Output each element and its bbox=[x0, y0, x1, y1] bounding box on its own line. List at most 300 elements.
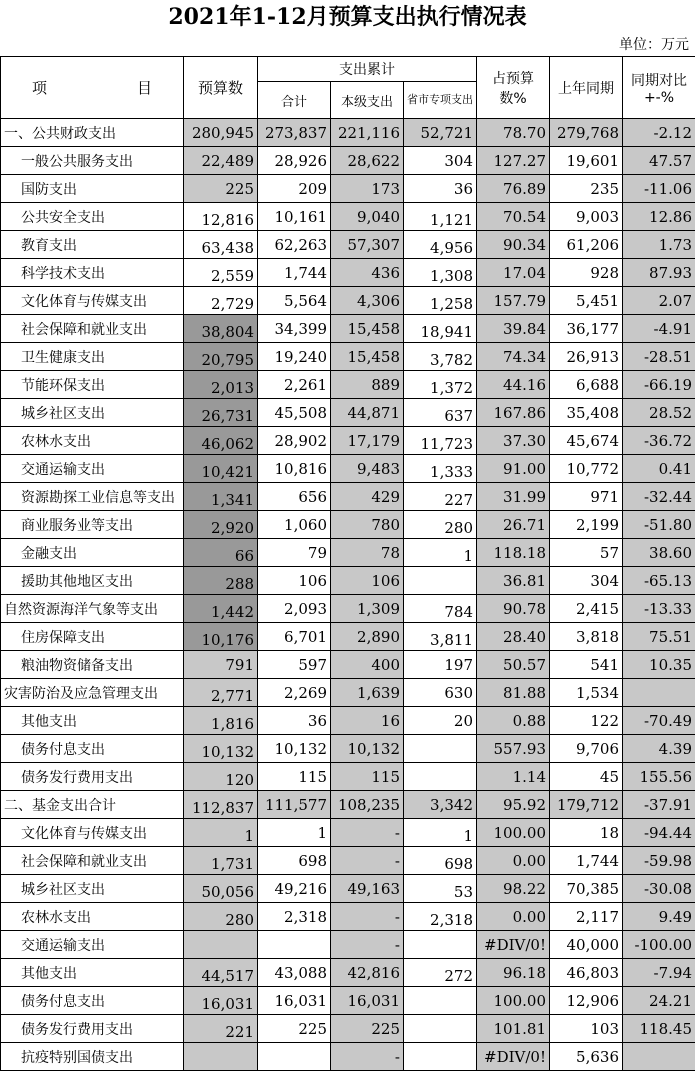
local-cell: 28,622 bbox=[331, 147, 404, 175]
total-cell: 10,132 bbox=[258, 735, 331, 763]
yoy-cell: 38.60 bbox=[623, 539, 695, 567]
budget-cell: 44,517 bbox=[184, 959, 258, 987]
total-cell bbox=[258, 931, 331, 959]
total-cell: 79 bbox=[258, 539, 331, 567]
table-row bbox=[1, 847, 695, 875]
budget-cell: 288 bbox=[184, 567, 258, 595]
yoy-cell: -36.72 bbox=[623, 427, 695, 455]
pct-cell: 17.04 bbox=[477, 259, 550, 287]
item-name-cell: 其他支出 bbox=[1, 959, 184, 987]
table-row bbox=[1, 651, 695, 679]
yoy-cell: -66.19 bbox=[623, 371, 695, 399]
last-year-cell: 235 bbox=[550, 175, 623, 203]
yoy-cell bbox=[623, 1043, 695, 1071]
local-cell: 44,871 bbox=[331, 399, 404, 427]
item-name-cell: 国防支出 bbox=[1, 175, 184, 203]
last-year-cell: 971 bbox=[550, 483, 623, 511]
pct-cell: 557.93 bbox=[477, 735, 550, 763]
item-name-cell: 一、公共财政支出 bbox=[1, 119, 184, 147]
pct-cell: #DIV/0! bbox=[477, 1043, 550, 1071]
budget-cell: 16,031 bbox=[184, 987, 258, 1015]
pct-cell: 101.81 bbox=[477, 1015, 550, 1043]
local-cell: 78 bbox=[331, 539, 404, 567]
total-cell: 115 bbox=[258, 763, 331, 791]
local-cell: - bbox=[331, 931, 404, 959]
table-row bbox=[1, 819, 695, 847]
last-year-cell: 1,744 bbox=[550, 847, 623, 875]
header-item: 项 目 bbox=[1, 57, 184, 119]
local-cell: 17,179 bbox=[331, 427, 404, 455]
item-name-cell: 社会保障和就业支出 bbox=[1, 847, 184, 875]
special-cell: 272 bbox=[404, 959, 477, 987]
last-year-cell: 279,768 bbox=[550, 119, 623, 147]
local-cell: 108,235 bbox=[331, 791, 404, 819]
table-row bbox=[1, 1015, 695, 1043]
local-cell: 9,483 bbox=[331, 455, 404, 483]
pct-cell: 39.84 bbox=[477, 315, 550, 343]
budget-cell: 46,062 bbox=[184, 427, 258, 455]
table-row bbox=[1, 903, 695, 931]
budget-cell: 10,176 bbox=[184, 623, 258, 651]
item-name-cell: 社会保障和就业支出 bbox=[1, 315, 184, 343]
pct-cell: 95.92 bbox=[477, 791, 550, 819]
total-cell: 28,902 bbox=[258, 427, 331, 455]
pct-cell: 36.81 bbox=[477, 567, 550, 595]
pct-cell: 74.34 bbox=[477, 343, 550, 371]
pct-cell: 157.79 bbox=[477, 287, 550, 315]
table-row bbox=[1, 959, 695, 987]
pct-cell: 81.88 bbox=[477, 679, 550, 707]
special-cell bbox=[404, 763, 477, 791]
total-cell: 1,744 bbox=[258, 259, 331, 287]
budget-cell: 1,731 bbox=[184, 847, 258, 875]
budget-cell: 2,771 bbox=[184, 679, 258, 707]
item-name-cell: 债务发行费用支出 bbox=[1, 763, 184, 791]
table-row bbox=[1, 231, 695, 259]
last-year-cell: 46,803 bbox=[550, 959, 623, 987]
total-cell: 6,701 bbox=[258, 623, 331, 651]
item-name-cell: 文化体育与传媒支出 bbox=[1, 287, 184, 315]
table-row bbox=[1, 455, 695, 483]
pct-cell: 100.00 bbox=[477, 987, 550, 1015]
local-cell: 173 bbox=[331, 175, 404, 203]
yoy-cell: 87.93 bbox=[623, 259, 695, 287]
yoy-cell: -51.80 bbox=[623, 511, 695, 539]
item-name-cell: 金融支出 bbox=[1, 539, 184, 567]
yoy-cell: -94.44 bbox=[623, 819, 695, 847]
yoy-cell: 118.45 bbox=[623, 1015, 695, 1043]
pct-cell: 37.30 bbox=[477, 427, 550, 455]
last-year-cell: 179,712 bbox=[550, 791, 623, 819]
budget-cell: 225 bbox=[184, 175, 258, 203]
total-cell: 34,399 bbox=[258, 315, 331, 343]
local-cell: 436 bbox=[331, 259, 404, 287]
table-row bbox=[1, 427, 695, 455]
last-year-cell: 304 bbox=[550, 567, 623, 595]
budget-cell: 10,132 bbox=[184, 735, 258, 763]
total-cell: 2,093 bbox=[258, 595, 331, 623]
table-body bbox=[1, 119, 695, 1071]
last-year-cell: 70,385 bbox=[550, 875, 623, 903]
header-last-year: 上年同期 bbox=[550, 57, 623, 119]
total-cell: 19,240 bbox=[258, 343, 331, 371]
local-cell: 10,132 bbox=[331, 735, 404, 763]
last-year-cell: 5,636 bbox=[550, 1043, 623, 1071]
budget-cell: 38,804 bbox=[184, 315, 258, 343]
table-row bbox=[1, 931, 695, 959]
total-cell: 36 bbox=[258, 707, 331, 735]
header-pct-budget: 占预算数% bbox=[477, 57, 550, 119]
special-cell: 197 bbox=[404, 651, 477, 679]
yoy-cell: -59.98 bbox=[623, 847, 695, 875]
item-name-cell: 卫生健康支出 bbox=[1, 343, 184, 371]
table-row bbox=[1, 763, 695, 791]
item-name-cell: 科学技术支出 bbox=[1, 259, 184, 287]
item-name-cell: 节能环保支出 bbox=[1, 371, 184, 399]
total-cell: 5,564 bbox=[258, 287, 331, 315]
total-cell: 10,816 bbox=[258, 455, 331, 483]
pct-cell: 1.14 bbox=[477, 763, 550, 791]
local-cell: - bbox=[331, 819, 404, 847]
yoy-cell bbox=[623, 679, 695, 707]
table-row bbox=[1, 567, 695, 595]
item-name-cell: 二、基金支出合计 bbox=[1, 791, 184, 819]
total-cell bbox=[258, 1043, 331, 1071]
table-row bbox=[1, 1043, 695, 1071]
yoy-cell: 10.35 bbox=[623, 651, 695, 679]
special-cell: 53 bbox=[404, 875, 477, 903]
yoy-cell: 9.49 bbox=[623, 903, 695, 931]
local-cell: 57,307 bbox=[331, 231, 404, 259]
item-name-cell: 抗疫特别国债支出 bbox=[1, 1043, 184, 1071]
last-year-cell: 36,177 bbox=[550, 315, 623, 343]
special-cell: 1 bbox=[404, 539, 477, 567]
local-cell: - bbox=[331, 903, 404, 931]
pct-cell: 28.40 bbox=[477, 623, 550, 651]
item-name-cell: 文化体育与传媒支出 bbox=[1, 819, 184, 847]
table-row bbox=[1, 259, 695, 287]
pct-cell: 44.16 bbox=[477, 371, 550, 399]
pct-cell: 70.54 bbox=[477, 203, 550, 231]
pct-cell: 91.00 bbox=[477, 455, 550, 483]
item-name-cell: 城乡社区支出 bbox=[1, 875, 184, 903]
special-cell: 698 bbox=[404, 847, 477, 875]
pct-cell: 100.00 bbox=[477, 819, 550, 847]
pct-cell: 50.57 bbox=[477, 651, 550, 679]
item-name-cell: 交通运输支出 bbox=[1, 455, 184, 483]
budget-cell: 20,795 bbox=[184, 343, 258, 371]
last-year-cell: 6,688 bbox=[550, 371, 623, 399]
yoy-cell: -13.33 bbox=[623, 595, 695, 623]
last-year-cell: 10,772 bbox=[550, 455, 623, 483]
local-cell: 16,031 bbox=[331, 987, 404, 1015]
last-year-cell: 18 bbox=[550, 819, 623, 847]
special-cell: 784 bbox=[404, 595, 477, 623]
yoy-cell: -4.91 bbox=[623, 315, 695, 343]
special-cell bbox=[404, 567, 477, 595]
item-name-cell: 债务付息支出 bbox=[1, 987, 184, 1015]
yoy-cell: 75.51 bbox=[623, 623, 695, 651]
last-year-cell: 2,415 bbox=[550, 595, 623, 623]
item-name-cell: 住房保障支出 bbox=[1, 623, 184, 651]
budget-cell: 1 bbox=[184, 819, 258, 847]
budget-cell: 2,729 bbox=[184, 287, 258, 315]
yoy-cell: 155.56 bbox=[623, 763, 695, 791]
total-cell: 698 bbox=[258, 847, 331, 875]
yoy-cell: 28.52 bbox=[623, 399, 695, 427]
special-cell: 36 bbox=[404, 175, 477, 203]
item-name-cell: 自然资源海洋气象等支出 bbox=[1, 595, 184, 623]
item-name-cell: 教育支出 bbox=[1, 231, 184, 259]
last-year-cell: 541 bbox=[550, 651, 623, 679]
last-year-cell: 40,000 bbox=[550, 931, 623, 959]
item-name-cell: 援助其他地区支出 bbox=[1, 567, 184, 595]
item-name-cell: 债务付息支出 bbox=[1, 735, 184, 763]
special-cell: 4,956 bbox=[404, 231, 477, 259]
yoy-cell: 1.73 bbox=[623, 231, 695, 259]
table-row bbox=[1, 315, 695, 343]
yoy-cell: -70.49 bbox=[623, 707, 695, 735]
special-cell: 630 bbox=[404, 679, 477, 707]
pct-cell: 31.99 bbox=[477, 483, 550, 511]
pct-cell: #DIV/0! bbox=[477, 931, 550, 959]
special-cell: 3,342 bbox=[404, 791, 477, 819]
local-cell: 1,639 bbox=[331, 679, 404, 707]
item-name-cell: 农林水支出 bbox=[1, 903, 184, 931]
item-name-cell: 资源勘探工业信息等支出 bbox=[1, 483, 184, 511]
yoy-cell: 47.57 bbox=[623, 147, 695, 175]
budget-cell: 12,816 bbox=[184, 203, 258, 231]
local-cell: 780 bbox=[331, 511, 404, 539]
pct-cell: 98.22 bbox=[477, 875, 550, 903]
total-cell: 2,318 bbox=[258, 903, 331, 931]
pct-cell: 96.18 bbox=[477, 959, 550, 987]
local-cell: - bbox=[331, 1043, 404, 1071]
budget-cell: 1,816 bbox=[184, 707, 258, 735]
pct-cell: 118.18 bbox=[477, 539, 550, 567]
special-cell bbox=[404, 1043, 477, 1071]
last-year-cell: 2,199 bbox=[550, 511, 623, 539]
special-cell: 280 bbox=[404, 511, 477, 539]
local-cell: 49,163 bbox=[331, 875, 404, 903]
total-cell: 28,926 bbox=[258, 147, 331, 175]
total-cell: 2,269 bbox=[258, 679, 331, 707]
item-name-cell: 公共安全支出 bbox=[1, 203, 184, 231]
table-row bbox=[1, 679, 695, 707]
budget-cell: 66 bbox=[184, 539, 258, 567]
local-cell: - bbox=[331, 847, 404, 875]
table-row bbox=[1, 343, 695, 371]
total-cell: 62,263 bbox=[258, 231, 331, 259]
budget-table bbox=[0, 56, 695, 1071]
local-cell: 225 bbox=[331, 1015, 404, 1043]
header-yoy: 同期对比+-% bbox=[623, 57, 695, 119]
header-budget: 预算数 bbox=[184, 57, 258, 119]
local-cell: 16 bbox=[331, 707, 404, 735]
local-cell: 15,458 bbox=[331, 315, 404, 343]
total-cell: 597 bbox=[258, 651, 331, 679]
last-year-cell: 9,003 bbox=[550, 203, 623, 231]
last-year-cell: 45 bbox=[550, 763, 623, 791]
budget-cell: 10,421 bbox=[184, 455, 258, 483]
special-cell: 1,372 bbox=[404, 371, 477, 399]
item-name-cell: 灾害防治及应急管理支出 bbox=[1, 679, 184, 707]
budget-cell: 112,837 bbox=[184, 791, 258, 819]
yoy-cell: -30.08 bbox=[623, 875, 695, 903]
yoy-cell: -7.94 bbox=[623, 959, 695, 987]
table-row bbox=[1, 735, 695, 763]
total-cell: 45,508 bbox=[258, 399, 331, 427]
special-cell: 1,121 bbox=[404, 203, 477, 231]
budget-cell: 1,442 bbox=[184, 595, 258, 623]
pct-cell: 78.70 bbox=[477, 119, 550, 147]
local-cell: 115 bbox=[331, 763, 404, 791]
last-year-cell: 57 bbox=[550, 539, 623, 567]
budget-cell: 120 bbox=[184, 763, 258, 791]
item-name-cell: 农林水支出 bbox=[1, 427, 184, 455]
item-name-cell: 城乡社区支出 bbox=[1, 399, 184, 427]
yoy-cell: 24.21 bbox=[623, 987, 695, 1015]
last-year-cell: 928 bbox=[550, 259, 623, 287]
pct-cell: 76.89 bbox=[477, 175, 550, 203]
pct-cell: 0.88 bbox=[477, 707, 550, 735]
yoy-cell: -32.44 bbox=[623, 483, 695, 511]
budget-cell: 2,013 bbox=[184, 371, 258, 399]
local-cell: 429 bbox=[331, 483, 404, 511]
last-year-cell: 122 bbox=[550, 707, 623, 735]
table-row bbox=[1, 119, 695, 147]
total-cell: 1,060 bbox=[258, 511, 331, 539]
special-cell: 52,721 bbox=[404, 119, 477, 147]
budget-cell: 22,489 bbox=[184, 147, 258, 175]
table-row bbox=[1, 371, 695, 399]
special-cell: 1 bbox=[404, 819, 477, 847]
item-name-cell: 商业服务业等支出 bbox=[1, 511, 184, 539]
unit-label: 单位：万元 bbox=[0, 34, 695, 56]
table-row bbox=[1, 539, 695, 567]
local-cell: 400 bbox=[331, 651, 404, 679]
yoy-cell: -65.13 bbox=[623, 567, 695, 595]
yoy-cell: -100.00 bbox=[623, 931, 695, 959]
total-cell: 49,216 bbox=[258, 875, 331, 903]
item-name-cell: 一般公共服务支出 bbox=[1, 147, 184, 175]
special-cell bbox=[404, 987, 477, 1015]
local-cell: 2,890 bbox=[331, 623, 404, 651]
budget-cell: 280 bbox=[184, 903, 258, 931]
yoy-cell: 0.41 bbox=[623, 455, 695, 483]
budget-cell: 221 bbox=[184, 1015, 258, 1043]
pct-cell: 127.27 bbox=[477, 147, 550, 175]
local-cell: 106 bbox=[331, 567, 404, 595]
header-cumulative: 支出累计 bbox=[258, 57, 477, 82]
special-cell: 637 bbox=[404, 399, 477, 427]
table-row bbox=[1, 707, 695, 735]
last-year-cell: 5,451 bbox=[550, 287, 623, 315]
item-name-cell: 其他支出 bbox=[1, 707, 184, 735]
yoy-cell: -28.51 bbox=[623, 343, 695, 371]
table-row bbox=[1, 875, 695, 903]
special-cell: 227 bbox=[404, 483, 477, 511]
pct-cell: 0.00 bbox=[477, 847, 550, 875]
special-cell: 1,258 bbox=[404, 287, 477, 315]
pct-cell: 90.78 bbox=[477, 595, 550, 623]
special-cell: 18,941 bbox=[404, 315, 477, 343]
table-row bbox=[1, 595, 695, 623]
special-cell: 20 bbox=[404, 707, 477, 735]
last-year-cell: 26,913 bbox=[550, 343, 623, 371]
local-cell: 221,116 bbox=[331, 119, 404, 147]
total-cell: 2,261 bbox=[258, 371, 331, 399]
last-year-cell: 12,906 bbox=[550, 987, 623, 1015]
total-cell: 209 bbox=[258, 175, 331, 203]
table-row bbox=[1, 791, 695, 819]
special-cell: 1,333 bbox=[404, 455, 477, 483]
last-year-cell: 3,818 bbox=[550, 623, 623, 651]
last-year-cell: 61,206 bbox=[550, 231, 623, 259]
total-cell: 1 bbox=[258, 819, 331, 847]
special-cell bbox=[404, 1015, 477, 1043]
budget-cell: 63,438 bbox=[184, 231, 258, 259]
page-title: 2021年1-12月预算支出执行情况表 bbox=[0, 0, 695, 34]
yoy-cell: 4.39 bbox=[623, 735, 695, 763]
total-cell: 10,161 bbox=[258, 203, 331, 231]
total-cell: 273,837 bbox=[258, 119, 331, 147]
total-cell: 225 bbox=[258, 1015, 331, 1043]
total-cell: 16,031 bbox=[258, 987, 331, 1015]
special-cell: 2,318 bbox=[404, 903, 477, 931]
header-special: 省市专项支出 bbox=[404, 82, 477, 119]
table-row bbox=[1, 399, 695, 427]
local-cell: 4,306 bbox=[331, 287, 404, 315]
pct-cell: 0.00 bbox=[477, 903, 550, 931]
local-cell: 15,458 bbox=[331, 343, 404, 371]
budget-cell bbox=[184, 931, 258, 959]
special-cell: 3,782 bbox=[404, 343, 477, 371]
yoy-cell: -37.91 bbox=[623, 791, 695, 819]
total-cell: 111,577 bbox=[258, 791, 331, 819]
table-row bbox=[1, 287, 695, 315]
pct-cell: 167.86 bbox=[477, 399, 550, 427]
header-total: 合计 bbox=[258, 82, 331, 119]
budget-cell: 26,731 bbox=[184, 399, 258, 427]
last-year-cell: 103 bbox=[550, 1015, 623, 1043]
budget-cell: 2,559 bbox=[184, 259, 258, 287]
yoy-cell: 12.86 bbox=[623, 203, 695, 231]
table-row bbox=[1, 623, 695, 651]
last-year-cell: 1,534 bbox=[550, 679, 623, 707]
yoy-cell: -2.12 bbox=[623, 119, 695, 147]
special-cell bbox=[404, 735, 477, 763]
last-year-cell: 35,408 bbox=[550, 399, 623, 427]
pct-cell: 90.34 bbox=[477, 231, 550, 259]
local-cell: 1,309 bbox=[331, 595, 404, 623]
item-name-cell: 交通运输支出 bbox=[1, 931, 184, 959]
budget-cell: 280,945 bbox=[184, 119, 258, 147]
budget-cell: 791 bbox=[184, 651, 258, 679]
total-cell: 106 bbox=[258, 567, 331, 595]
table-row bbox=[1, 175, 695, 203]
yoy-cell: 2.07 bbox=[623, 287, 695, 315]
yoy-cell: -11.06 bbox=[623, 175, 695, 203]
table-row bbox=[1, 147, 695, 175]
item-name-cell: 债务发行费用支出 bbox=[1, 1015, 184, 1043]
last-year-cell: 2,117 bbox=[550, 903, 623, 931]
item-name-cell: 粮油物资储备支出 bbox=[1, 651, 184, 679]
budget-cell: 50,056 bbox=[184, 875, 258, 903]
budget-cell bbox=[184, 1043, 258, 1071]
last-year-cell: 19,601 bbox=[550, 147, 623, 175]
table-row bbox=[1, 511, 695, 539]
